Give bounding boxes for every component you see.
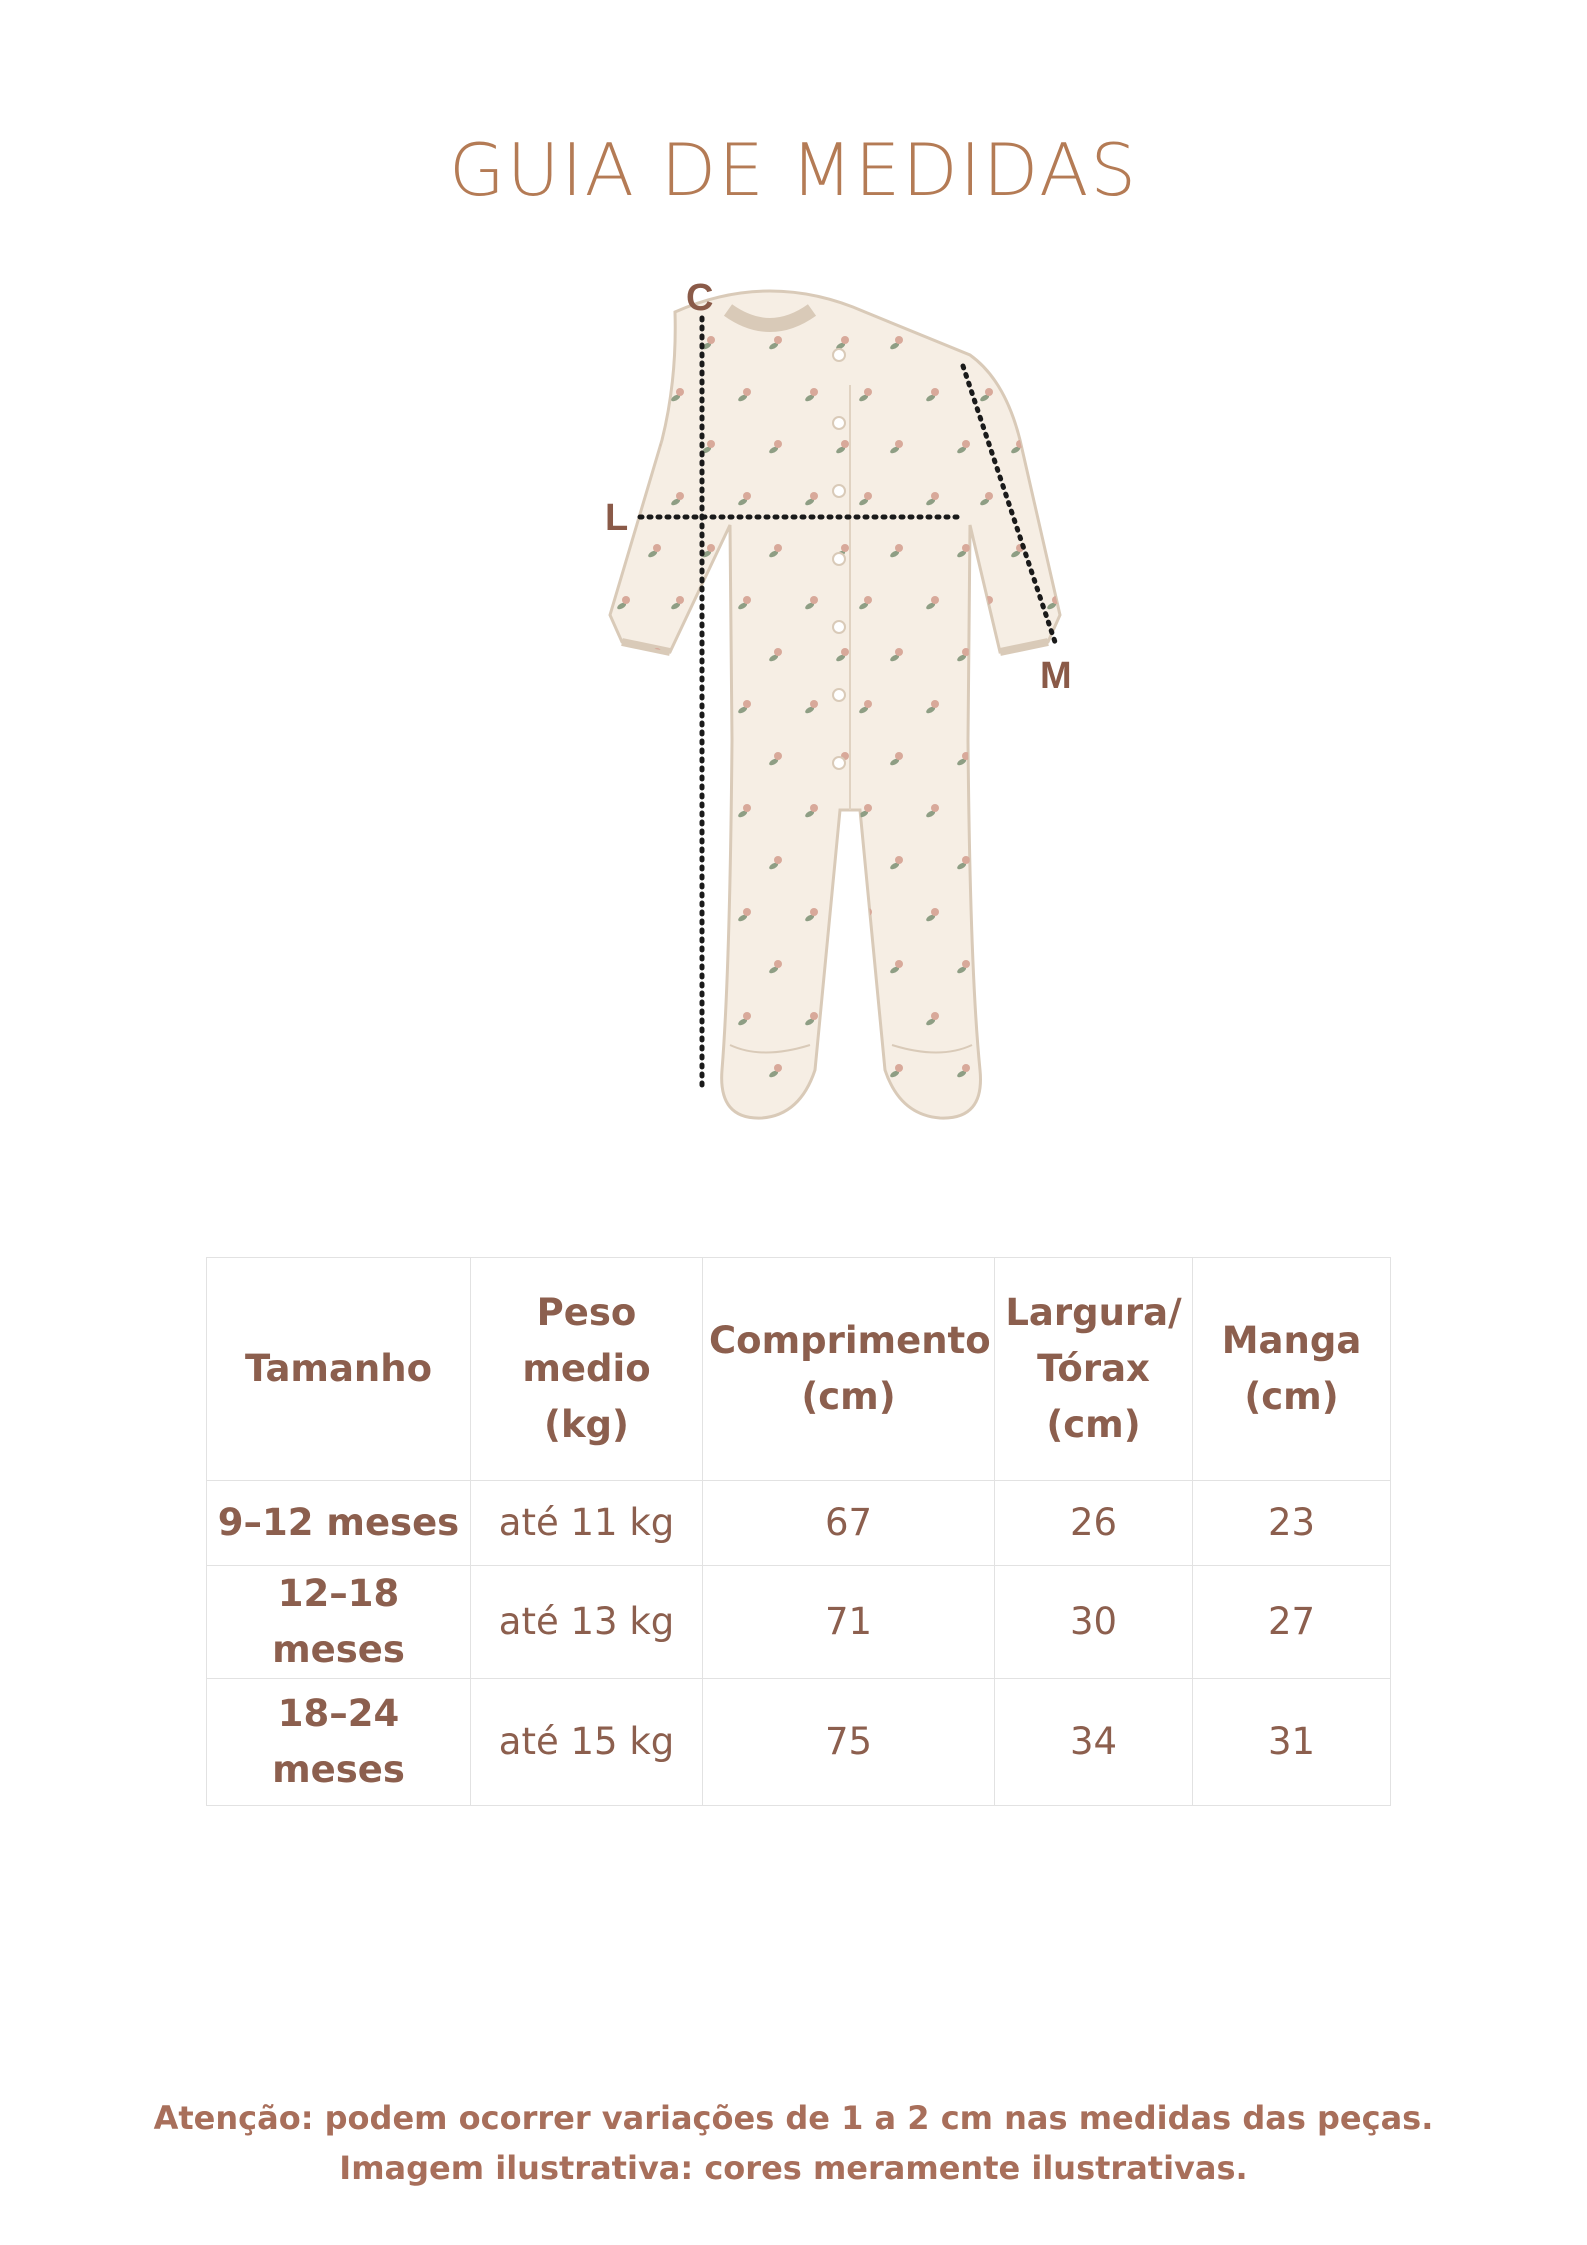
header-weight: Peso medio (kg)	[471, 1258, 703, 1481]
cell-sleeve: 27	[1193, 1566, 1391, 1679]
table-row	[207, 1679, 1391, 1806]
cell-chest: 30	[995, 1566, 1193, 1679]
cell-length: 71	[703, 1566, 995, 1679]
cell-chest: 26	[995, 1481, 1193, 1566]
cell-size: 9–12 meses	[207, 1481, 471, 1566]
cell-sleeve: 23	[1193, 1481, 1391, 1566]
header-length: Comprimento (cm)	[703, 1258, 995, 1481]
bodysuit-illustration	[500, 270, 1120, 1130]
cell-chest: 34	[995, 1679, 1193, 1806]
cell-length: 67	[703, 1481, 995, 1566]
length-label-c: C	[686, 277, 714, 319]
header-sleeve: Manga (cm)	[1193, 1258, 1391, 1481]
footer-notes	[0, 2093, 1587, 2193]
chest-label-l: L	[605, 497, 629, 539]
cell-size: 18–24 meses	[207, 1679, 471, 1806]
sleeve-label-m: M	[1040, 655, 1072, 697]
table-header-row	[207, 1258, 1391, 1481]
cell-weight: até 15 kg	[471, 1679, 703, 1806]
size-chart-table	[206, 1257, 1391, 1806]
cell-length: 75	[703, 1679, 995, 1806]
cell-sleeve: 31	[1193, 1679, 1391, 1806]
illustration-notice: Imagem ilustrativa: cores meramente ilustrativas.	[339, 2149, 1248, 2187]
cell-weight: até 13 kg	[471, 1566, 703, 1679]
header-chest: Largura/ Tórax (cm)	[995, 1258, 1193, 1481]
cell-size: 12–18 meses	[207, 1566, 471, 1679]
header-size: Tamanho	[207, 1258, 471, 1481]
cell-weight: até 11 kg	[471, 1481, 703, 1566]
table-row	[207, 1481, 1391, 1566]
page-title: GUIA DE MEDIDAS	[448, 128, 1139, 212]
table-row	[207, 1566, 1391, 1679]
variation-notice: Atenção: podem ocorrer variações de 1 a 2 cm nas medidas das peças.	[153, 2099, 1434, 2137]
bodysuit-shape	[610, 291, 1091, 1118]
